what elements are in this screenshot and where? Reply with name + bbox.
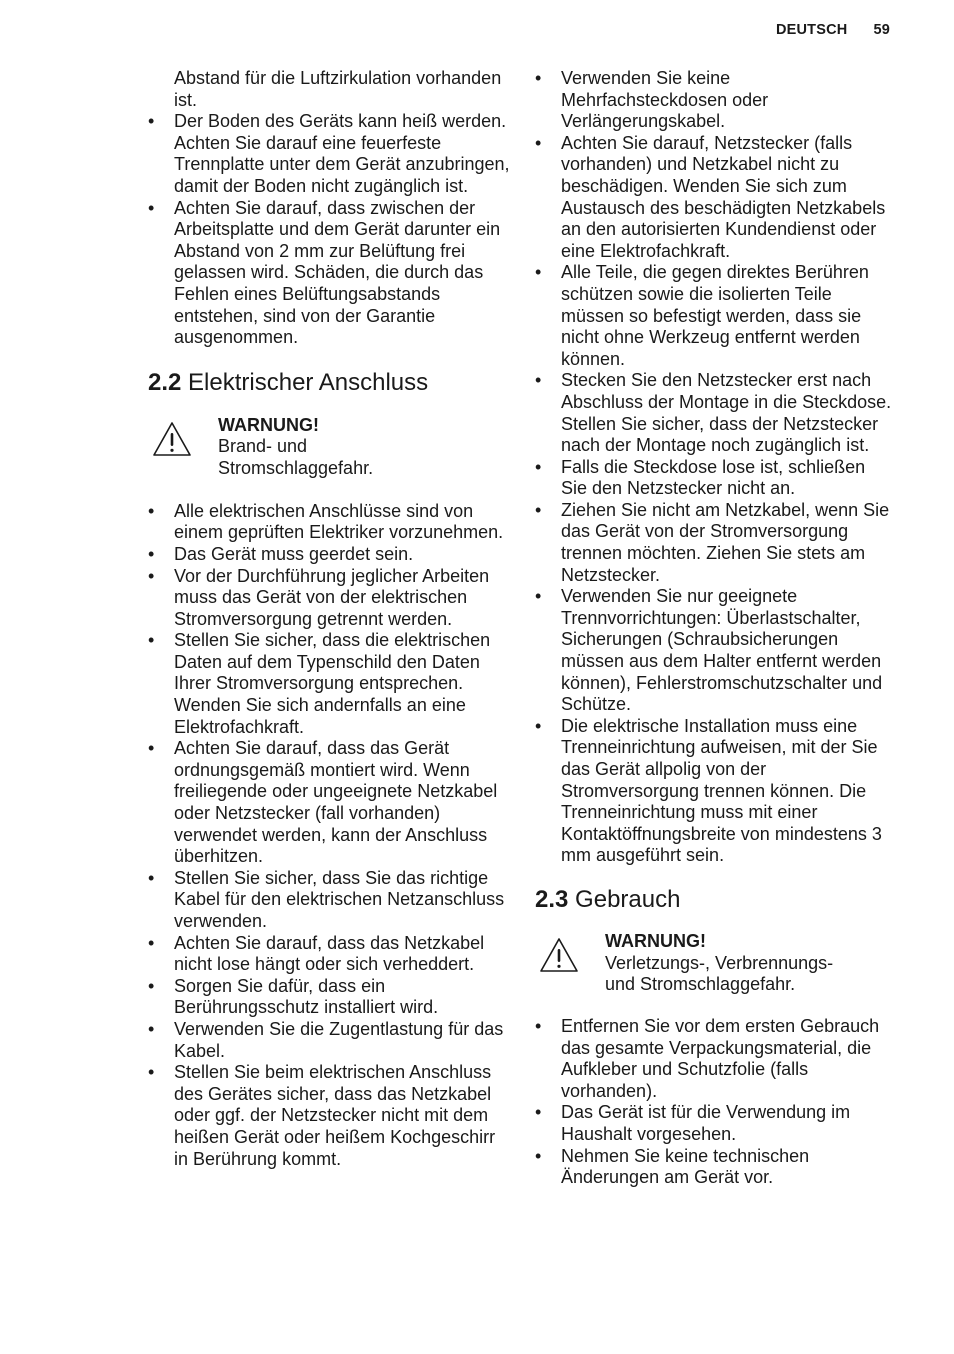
warning-description: Verletzungs-, Verbrennungs- und Stromschlaggefahr.: [605, 952, 834, 995]
list-item: • Achten Sie darauf, Netzstecker (falls vorhanden) und Netzkabel nicht zu beschädigen. Wenden Sie sich zum Austausch des beschädigten Netzkabels an den autorisierten Kundendienst oder eine Elektrofachkraft.: [535, 133, 895, 263]
list-item: • Stellen Sie sicher, dass Sie das richtige Kabel für den elektrischen Netzanschluss verwenden.: [148, 868, 510, 933]
section-title: Elektrischer Anschluss: [188, 368, 429, 396]
warning-description: Brand- und Stromschlaggefahr.: [218, 436, 374, 478]
warning-triangle-icon: [152, 421, 192, 457]
list-item: • Ziehen Sie nicht am Netzkabel, wenn Sie das Gerät von der Stromversorgung trennen möchten. Ziehen Sie stets am Netzstecker.: [535, 500, 895, 586]
electrical-list: [148, 501, 510, 1170]
list-item: • Verwenden Sie die Zugentlastung für das Kabel.: [148, 1019, 510, 1062]
list-item: • Die elektrische Installation muss eine Trenneinrichtung aufweisen, mit der Sie das Gerät allpolig von der Stromversorgung trennen können. Die Trenneinrichtung muss mit einer Kontaktöffnungsbreite von mindestens 3 mm ausgeführt sein.: [535, 716, 895, 867]
warning-triangle-icon: [539, 937, 579, 973]
section-heading-2-3: [535, 885, 895, 915]
list-item: • Verwenden Sie keine Mehrfachsteckdosen oder Verlängerungskabel.: [535, 68, 895, 133]
warning-title: WARNUNG!: [218, 414, 319, 435]
warning-title: WARNUNG!: [605, 930, 706, 951]
list-item: • Alle Teile, die gegen direktes Berühren schützen sowie die isolierten Teile müssen so befestigt werden, dass sie nicht ohne Werkzeug entfernt werden können.: [535, 262, 895, 370]
list-item: • Stellen Sie sicher, dass die elektrischen Daten auf dem Typenschild den Daten Ihrer Stromversorgung entsprechen. Wenden Sie sich andernfalls an eine Elektrofachkraft.: [148, 630, 510, 738]
list-item: • Achten Sie darauf, dass zwischen der Arbeitsplatte und dem Gerät darunter ein Abstand von 2 mm zur Belüftung frei gelassen wird. Schäden, die durch das Fehlen eines Belüftungsabstands entstehen, sind von der Garantie ausgenommen.: [148, 198, 510, 349]
usage-list: [535, 1016, 895, 1189]
list-item: • Nehmen Sie keine technischen Änderungen am Gerät vor.: [535, 1146, 895, 1189]
intro-list: [148, 111, 510, 349]
warning-box: [535, 931, 895, 1015]
warning-box: [148, 415, 510, 499]
section-number: 2.3: [535, 885, 569, 913]
page-number: 59: [873, 22, 890, 38]
list-item: • Das Gerät muss geerdet sein.: [148, 544, 510, 566]
list-item: • Falls die Steckdose lose ist, schließen Sie den Netzstecker nicht an.: [535, 457, 895, 500]
list-item: • Achten Sie darauf, dass das Netzkabel nicht lose hängt oder sich verheddert.: [148, 933, 510, 976]
list-item: • Entfernen Sie vor dem ersten Gebrauch das gesamte Verpackungsmaterial, die Aufkleber und Schutzfolie (falls vorhanden).: [535, 1016, 895, 1102]
warning-text-block: [218, 415, 508, 480]
left-column: [148, 68, 510, 1170]
list-item: • Der Boden des Geräts kann heiß werden. Achten Sie darauf eine feuerfeste Trennplatte unter dem Gerät anzubringen, damit der Boden nicht zugänglich ist.: [148, 111, 510, 197]
list-item: • Sorgen Sie dafür, dass ein Berührungsschutz installiert wird.: [148, 976, 510, 1019]
list-item: • Das Gerät ist für die Verwendung im Haushalt vorgesehen.: [535, 1102, 895, 1145]
list-item: • Alle elektrischen Anschlüsse sind von einem geprüften Elektriker vorzunehmen.: [148, 501, 510, 544]
section-heading-2-2: [148, 368, 510, 398]
warning-text-block: [605, 931, 895, 996]
electrical-list-continued: [535, 68, 895, 867]
intro-continuation: Abstand für die Luftzirkulation vorhanden ist.: [174, 68, 502, 110]
list-item: • Verwenden Sie nur geeignete Trennvorrichtungen: Überlastschalter, Sicherungen (Schraubsicherungen müssen aus dem Halter entfernt werden können), Fehlerstromschutzschalter und Schütze.: [535, 586, 895, 716]
section-title: Gebrauch: [575, 885, 681, 913]
list-item: • Achten Sie darauf, dass das Gerät ordnungsgemäß montiert wird. Wenn freiliegende oder ungeeignete Netzkabel oder Netzstecker (fall vorhanden) verwendet werden, kann der Anschluss überhitzen.: [148, 738, 510, 868]
list-item: • Stecken Sie den Netzstecker erst nach Abschluss der Montage in die Steckdose. Stellen Sie sicher, dass der Netzstecker nach der Montage noch zugänglich ist.: [535, 370, 895, 456]
header-language: DEUTSCH: [775, 22, 848, 38]
list-item: • Vor der Durchführung jeglicher Arbeiten muss das Gerät von der elektrischen Stromversorgung getrennt werden.: [148, 566, 510, 631]
right-column: [535, 68, 895, 1189]
page-header: [776, 22, 890, 38]
list-item: • Stellen Sie beim elektrischen Anschluss des Gerätes sicher, dass das Netzkabel oder ggf. der Netzstecker nicht mit dem heißen Gerät oder heißem Kochgeschirr in Berührung kommt.: [148, 1062, 510, 1170]
section-number: 2.2: [148, 368, 182, 396]
